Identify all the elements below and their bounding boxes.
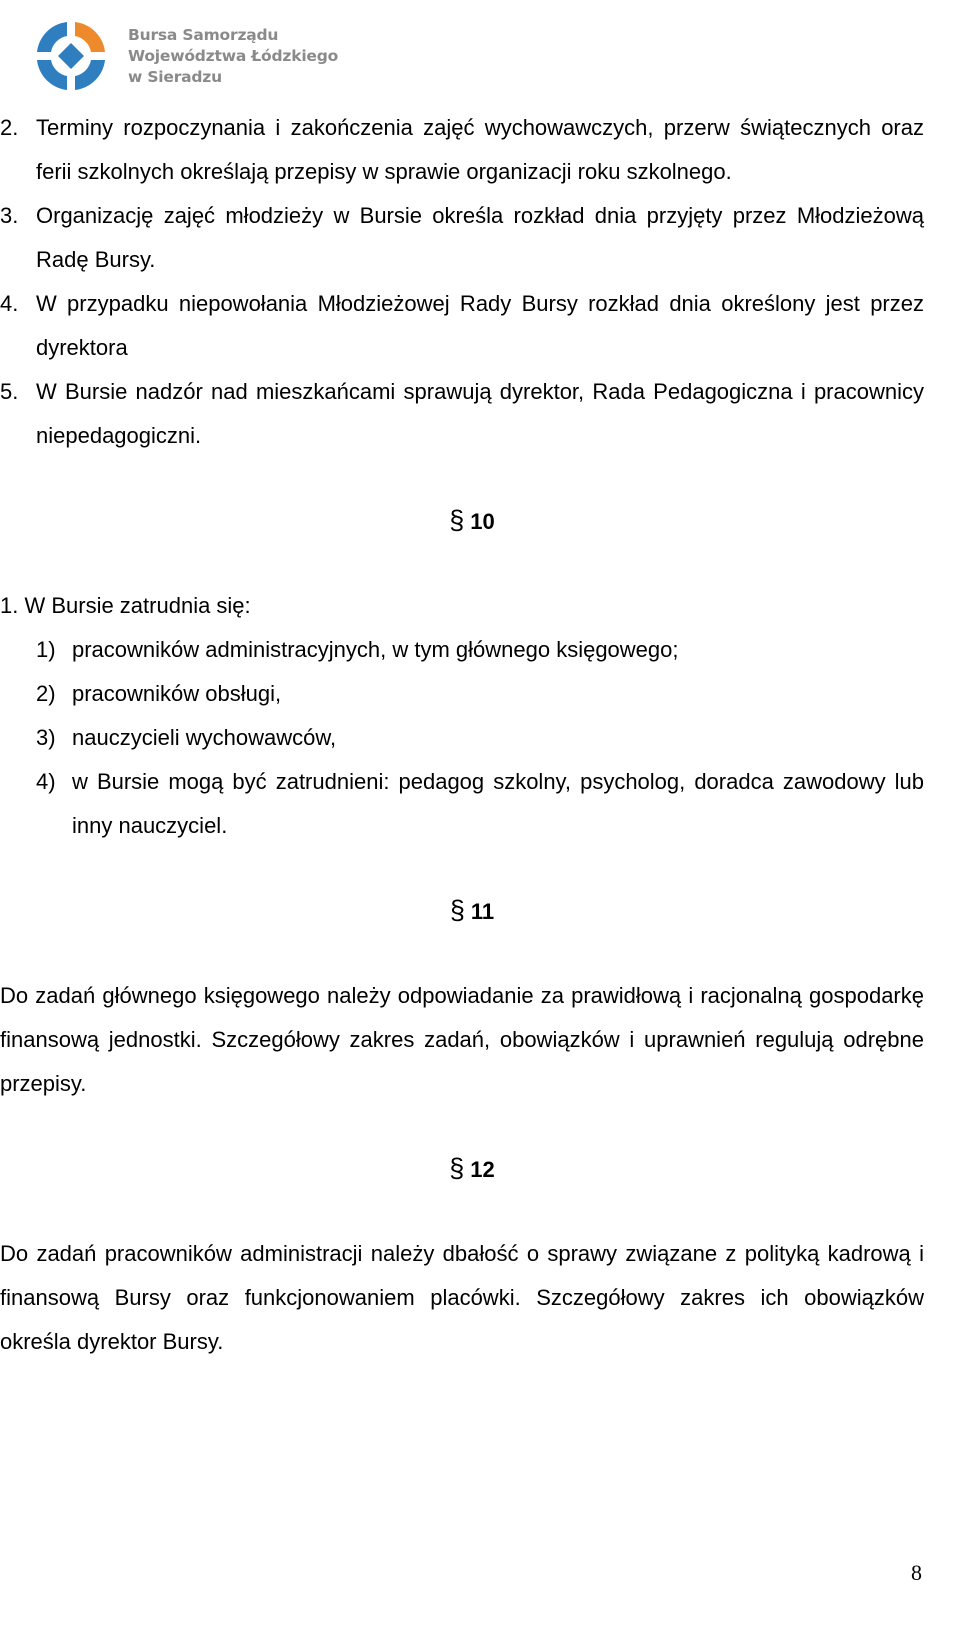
item-text: W Bursie nadzór nad mieszkańcami sprawują dyrektor, Rada Pedagogiczna i pracownicy niepedagogiczni. bbox=[36, 379, 924, 448]
logo-text bbox=[128, 25, 338, 88]
section-symbol: § bbox=[449, 505, 465, 535]
logo-line: Województwa Łódzkiego bbox=[128, 46, 339, 65]
section-text: Do zadań głównego księgowego należy odpowiadanie za prawidłową i racjonalną gospodarkę finansową jednostki. Szczegółowy zakres zadań, obowiązków i uprawnień regulują odrębne przepisy. bbox=[0, 983, 924, 1096]
item-text: nauczycieli wychowawców, bbox=[72, 725, 337, 750]
bursa-logo-icon bbox=[34, 19, 108, 93]
list-item bbox=[0, 672, 924, 716]
item-text: Organizację zajęć młodzieży w Bursie określa rozkład dnia przyjęty przez Młodzieżową Radę Bursy. bbox=[36, 203, 924, 272]
item-text: pracowników administracyjnych, w tym głównego księgowego; bbox=[72, 637, 679, 662]
item-number: 5. bbox=[0, 379, 19, 404]
logo-line: w Sieradzu bbox=[128, 67, 222, 86]
list-item bbox=[0, 628, 924, 672]
item-number: 4) bbox=[36, 769, 56, 794]
section-symbol: § bbox=[449, 1153, 465, 1183]
list-item bbox=[0, 370, 924, 458]
page-number: 8 bbox=[911, 1560, 922, 1585]
list-item bbox=[0, 106, 924, 194]
list-item bbox=[0, 760, 924, 848]
item-number: 3. bbox=[0, 203, 19, 228]
list-item bbox=[0, 282, 924, 370]
list-item bbox=[0, 716, 924, 760]
section-number: 12 bbox=[470, 1157, 495, 1182]
document-body bbox=[0, 106, 924, 1364]
section-intro: 1. W Bursie zatrudnia się: bbox=[0, 593, 251, 618]
item-number: 3) bbox=[36, 725, 56, 750]
header bbox=[34, 18, 338, 94]
section-heading-11 bbox=[0, 888, 924, 934]
section-number: 10 bbox=[470, 509, 495, 534]
item-number: 2) bbox=[36, 681, 56, 706]
logo-line: Bursa Samorządu bbox=[128, 25, 279, 44]
item-text: w Bursie mogą być zatrudnieni: pedagog szkolny, psycholog, doradca zawodowy lub inny nauczyciel. bbox=[72, 769, 924, 838]
section-heading-10 bbox=[0, 498, 924, 544]
item-text: W przypadku niepowołania Młodzieżowej Rady Bursy rozkład dnia określony jest przez dyrektora bbox=[36, 291, 924, 360]
list-item bbox=[0, 194, 924, 282]
section-text: Do zadań pracowników administracji należy dbałość o sprawy związane z polityką kadrową i finansową Bursy oraz funkcjonowaniem placówki. Szczegółowy zakres ich obowiązków określa dyrektor Bursy. bbox=[0, 1241, 924, 1354]
section-symbol: § bbox=[449, 895, 465, 925]
section-number: 11 bbox=[470, 899, 495, 924]
item-text: Terminy rozpoczynania i zakończenia zajęć wychowawczych, przerw świątecznych oraz ferii szkolnych określają przepisy w sprawie organizacji roku szkolnego. bbox=[36, 115, 924, 184]
item-number: 2. bbox=[0, 115, 19, 140]
item-number: 1) bbox=[36, 637, 56, 662]
item-number: 4. bbox=[0, 291, 19, 316]
item-text: pracowników obsługi, bbox=[72, 681, 282, 706]
section-heading-12 bbox=[0, 1146, 924, 1192]
